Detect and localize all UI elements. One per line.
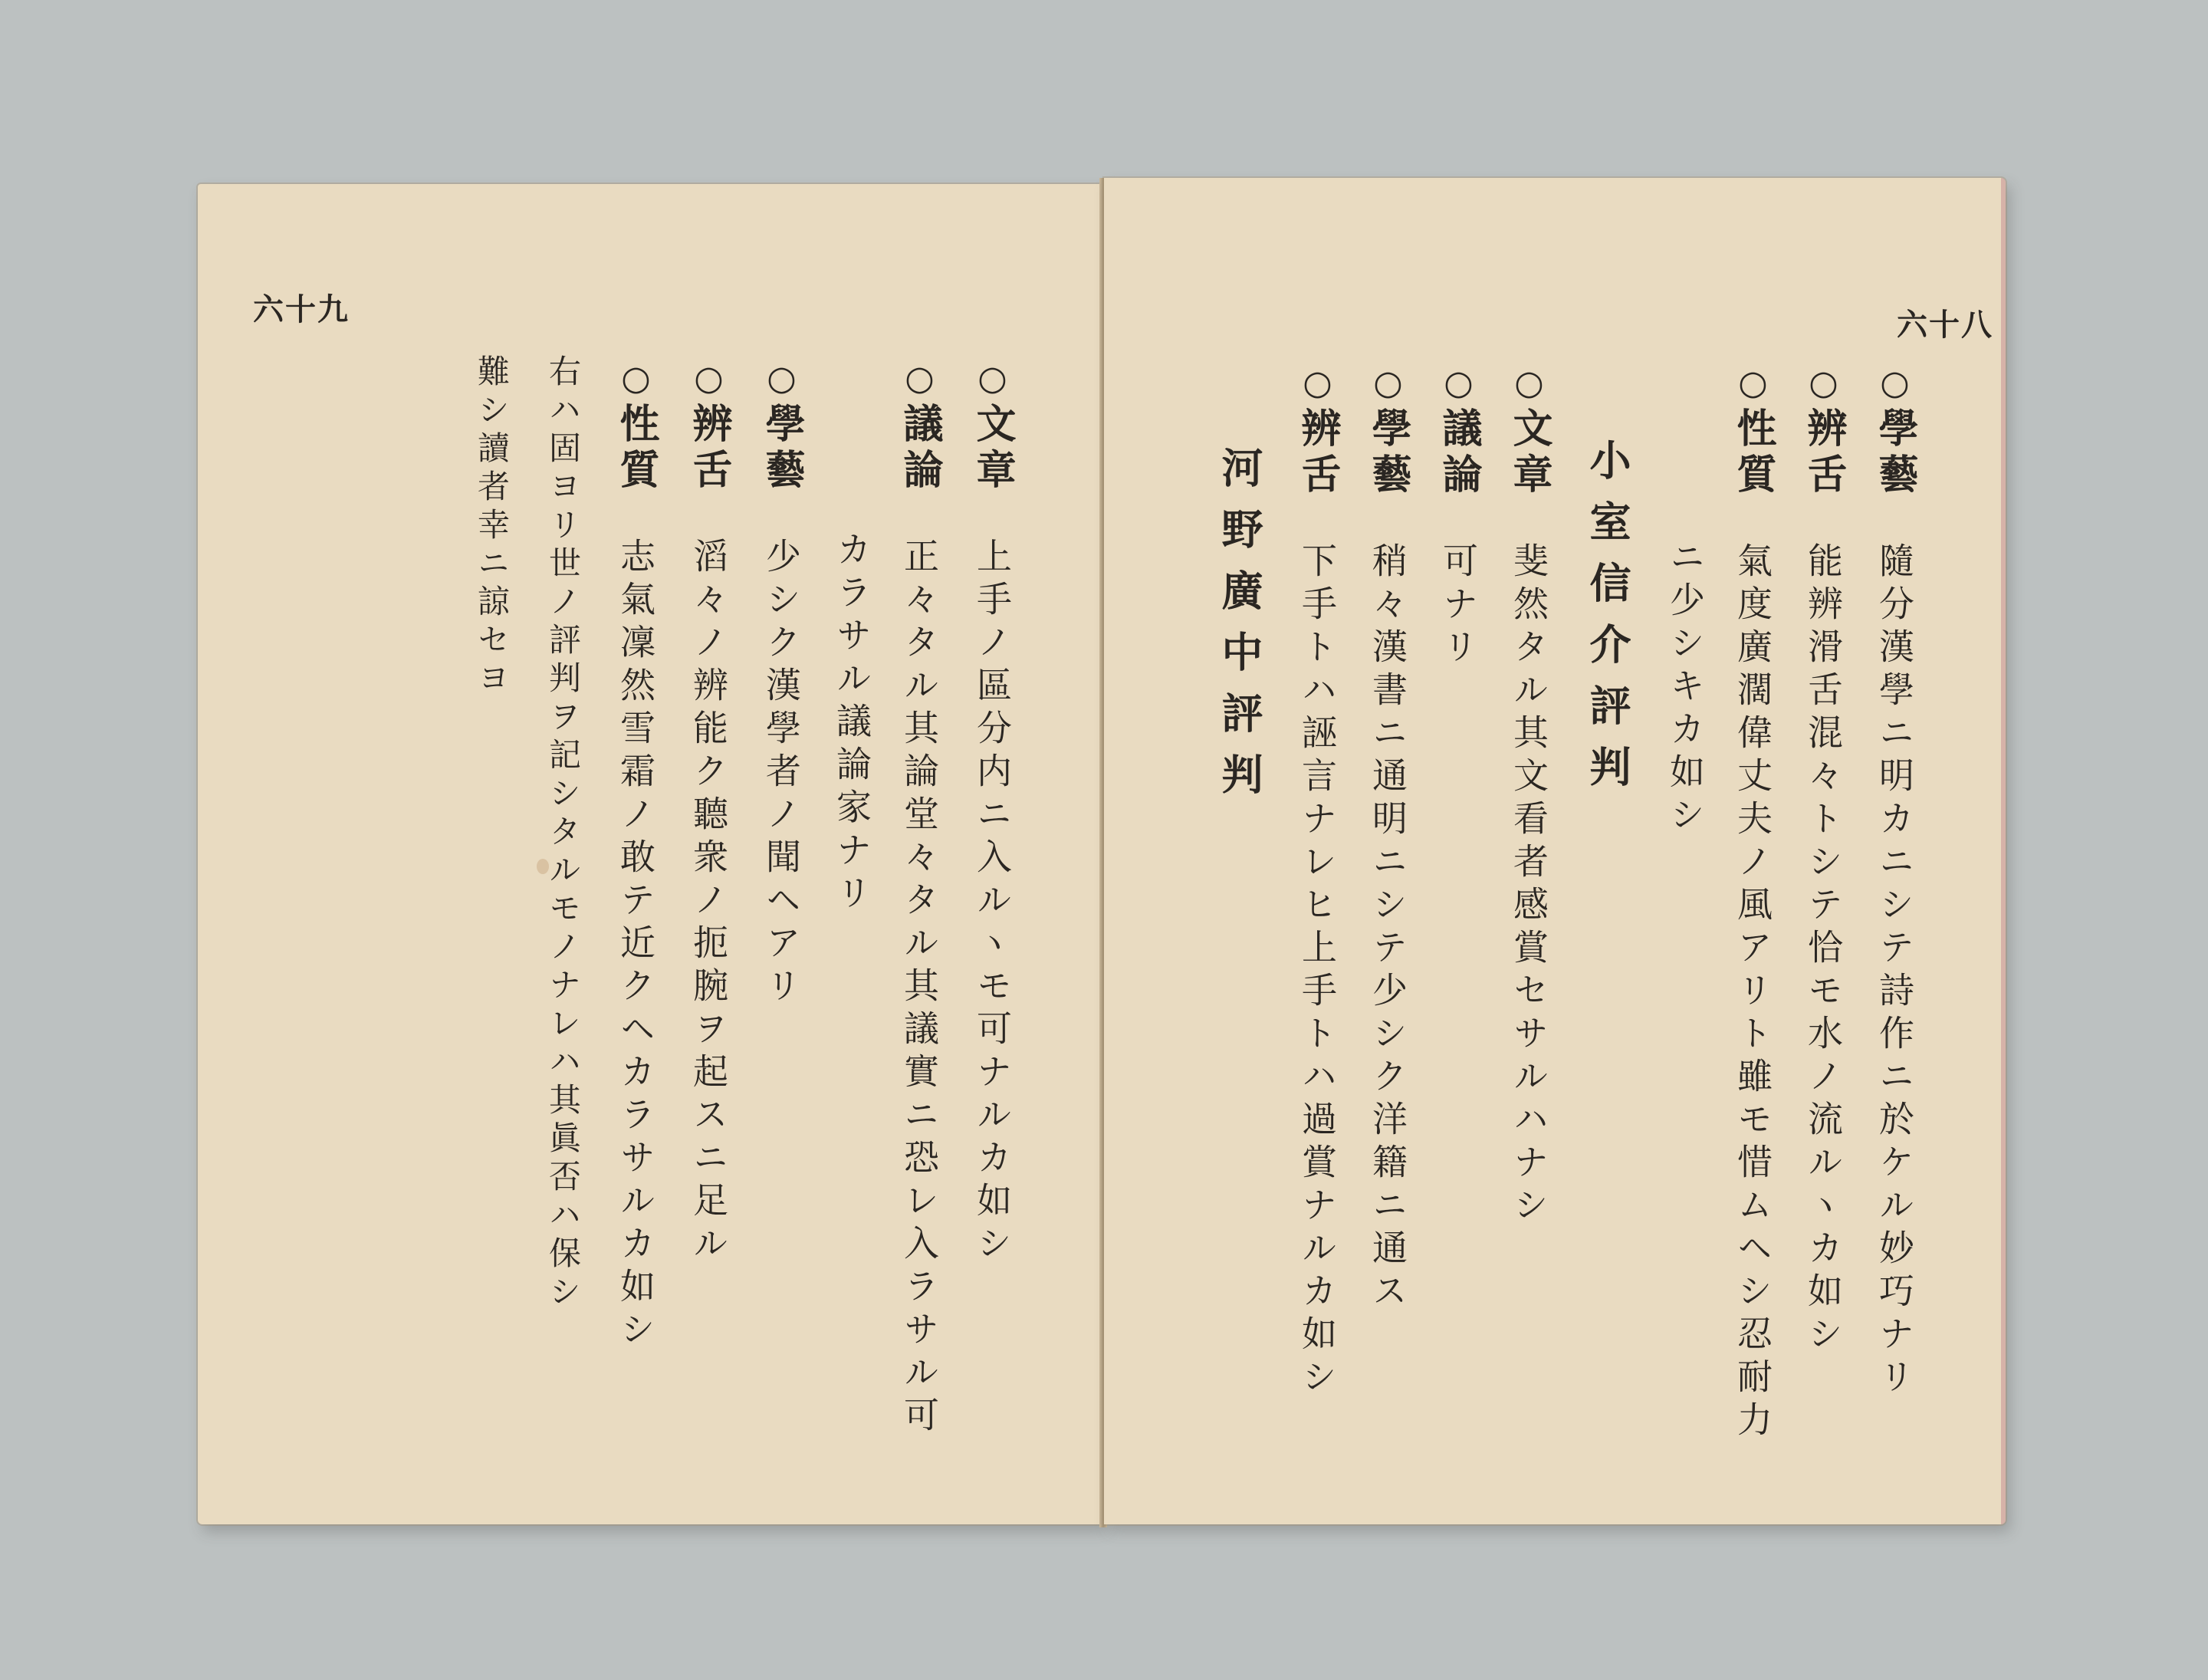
left-item-2 [896,359,943,1439]
item-text: 正々タル其論堂々タル其議實ニ恐レ入ラサル可 [899,538,940,1439]
bullet-circle: ○ [1439,363,1478,407]
item-label: 文章 [1506,407,1552,499]
item-text: 斐然タル其文看者感賞セサルハナシ [1508,542,1549,1229]
note-text: 右ハ固ヨリ世ノ評判ヲ記シタルモノナレハ其眞否ハ保シ [544,354,582,1313]
page-number-right: 六十八 [1897,307,1993,343]
item-text: 隨分漢學ニ明カニシテ詩作ニ於ケル妙巧ナリ [1874,542,1915,1401]
bullet-circle: ○ [616,359,656,403]
left-note-1 [544,354,582,1313]
heading-text: 河野廣中評判 [1215,446,1264,814]
bullet-circle: ○ [900,359,939,403]
page-number-left: 六十九 [253,291,350,327]
left-item-2-cont [831,531,872,917]
right-item-7 [1294,363,1341,1401]
item-label: 辨舌 [1294,407,1341,499]
bullet-circle: ○ [1368,363,1408,407]
right-item-5 [1435,363,1482,671]
heading-kono [1215,446,1264,814]
bullet-circle: ○ [689,359,728,403]
item-label: 學藝 [1365,407,1411,499]
item-text: 志氣凜然雪霜ノ敢テ近クヘカラサルカ如シ [615,538,656,1353]
item-label: 辨舌 [685,403,732,495]
item-label: 性質 [613,403,659,495]
left-item-5 [613,359,659,1353]
heading-komuro [1583,439,1632,807]
item-text: 可ナリ [1438,542,1479,671]
open-book [198,178,2001,1527]
item-text: 稍々漢書ニ通明ニシテ少シク洋籍ニ通ス [1367,542,1408,1315]
left-item-1 [969,359,1016,1267]
item-text: ニ少シキカ如シ [1664,538,1706,839]
bullet-circle: ○ [1298,363,1337,407]
item-text: 氣度廣濶偉丈夫ノ風アリト雖モ惜ムヘシ忍耐力 [1732,542,1773,1444]
item-label: 議論 [896,403,943,495]
item-label: 性質 [1730,407,1776,499]
right-item-2 [1800,363,1847,1358]
note-text: 難シ讀者幸ニ諒セヨ [473,354,511,699]
item-label: 文章 [969,403,1016,495]
bullet-circle: ○ [1733,363,1773,407]
right-page [1104,178,2006,1524]
right-item-3-cont [1664,538,1706,839]
right-item-3 [1730,363,1776,1444]
heading-text: 小室信介評判 [1583,439,1632,807]
item-text: 滔々ノ辨能ク聽衆ノ扼腕ヲ起スニ足ル [688,538,729,1267]
bullet-circle: ○ [973,359,1012,403]
item-text: 上手ノ區分内ニ入ルヽモ可ナルカ如シ [971,538,1013,1267]
bullet-circle: ○ [762,359,801,403]
item-label: 學藝 [758,403,805,495]
item-text: 能辨滑舌混々トシテ恰モ水ノ流ルヽカ如シ [1802,542,1844,1358]
bullet-circle: ○ [1510,363,1549,407]
item-label: 學藝 [1871,407,1918,499]
right-item-4 [1506,363,1552,1229]
item-label: 辨舌 [1800,407,1847,499]
left-page [198,184,1102,1524]
item-text: 下手トハ誣言ナレヒ上手トハ過賞ナルカ如シ [1296,542,1338,1401]
bullet-circle: ○ [1875,363,1914,407]
right-item-6 [1365,363,1411,1315]
left-note-2 [473,354,511,699]
bullet-circle: ○ [1804,363,1843,407]
left-item-4 [685,359,732,1267]
right-item-1 [1871,363,1918,1401]
item-text: カラサル議論家ナリ [831,531,872,917]
left-item-3 [758,359,805,1010]
item-label: 議論 [1435,407,1482,499]
item-text: 少シク漢學者ノ聞ヘアリ [761,538,802,1010]
